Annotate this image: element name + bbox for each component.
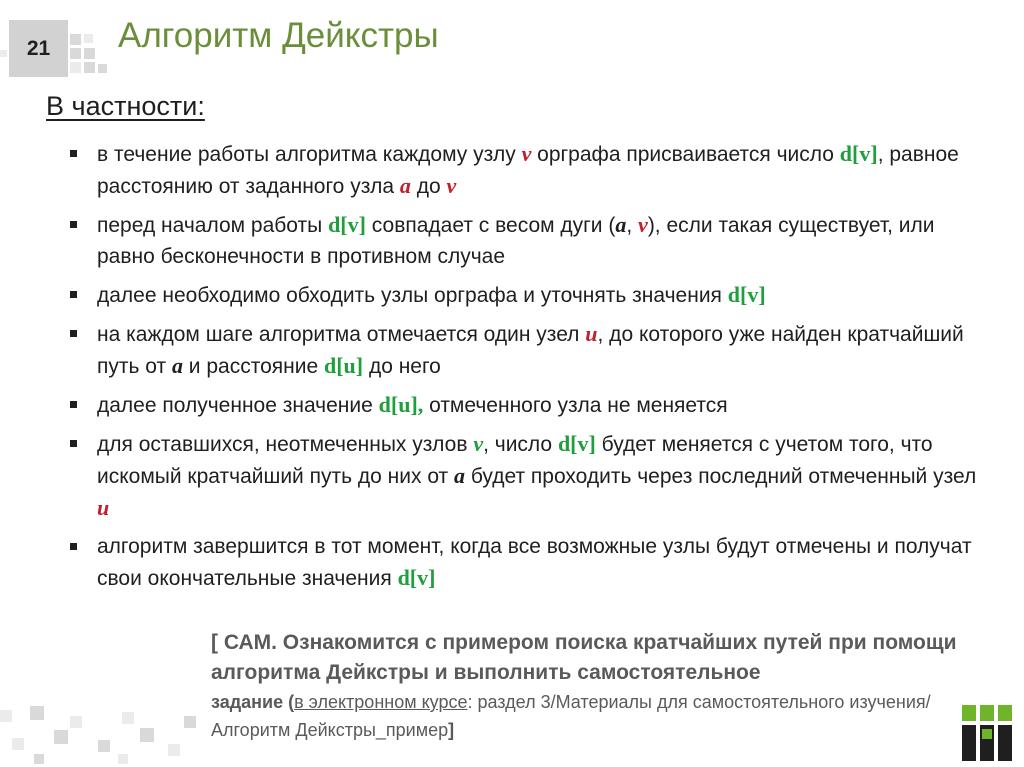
- bullet-text: совпадает с весом дуги (: [365, 214, 616, 237]
- variable: v: [446, 173, 457, 198]
- bullet-item: [70, 531, 990, 594]
- distance-value: d[u],: [378, 392, 424, 417]
- bullet-text: для оставшихся, неотмеченных узлов: [97, 433, 474, 456]
- bullet-text: , равное расстоянию от заданного узла: [97, 143, 959, 198]
- distance-value: d[v]: [727, 282, 766, 307]
- bullet-text: до него: [363, 355, 441, 378]
- bullet-text: , число: [483, 433, 558, 456]
- bullet-text: отмеченного узла не меняется: [423, 394, 728, 417]
- variable: a: [615, 212, 627, 237]
- variable: u: [585, 321, 598, 346]
- bullet-text: перед началом работы: [97, 214, 329, 237]
- bullet-text: далее полученное значение: [97, 394, 379, 417]
- bullet-text: алгоритм завершится в тот момент, когда все возможные узлы будут отмечены и получат свои окончательные значения: [97, 535, 972, 590]
- variable: v: [638, 212, 648, 237]
- bullet-item: [70, 318, 990, 382]
- variable: a: [171, 353, 183, 378]
- note-close: ]: [448, 720, 455, 740]
- bullet-text: на каждом шаге алгоритма отмечается один узел: [97, 323, 586, 346]
- course-link[interactable]: в электронном курсе: [294, 692, 468, 712]
- variable: a: [399, 173, 411, 198]
- bullet-list: [70, 138, 990, 601]
- distance-value: d[v]: [397, 565, 436, 590]
- note-rest-text: : раздел 3/Материалы для самостоятельного изучения/Алгоритм Дейкстры_пример: [211, 692, 931, 740]
- university-logo-icon: [962, 705, 1012, 761]
- bullet-text: ), если такая существует, или равно бесконечности в противном случае: [97, 214, 935, 268]
- bullet-item: [70, 389, 990, 421]
- variable: v: [473, 431, 484, 456]
- variable: u: [97, 495, 110, 520]
- variable: a: [454, 463, 465, 488]
- bullet-text: орграфа присваивается число: [531, 143, 840, 166]
- bullet-text: до: [410, 175, 447, 198]
- note-bold-tail: задание (: [211, 692, 295, 712]
- distance-value: d[u]: [323, 353, 364, 378]
- bullet-item: [70, 209, 990, 272]
- slide-number: 21: [9, 20, 68, 77]
- slide-subtitle: В частности:: [46, 91, 205, 121]
- distance-value: d[v]: [557, 431, 596, 456]
- bullet-item: [70, 279, 990, 311]
- self-study-note: [211, 628, 971, 744]
- distance-value: d[v]: [328, 212, 366, 237]
- bullet-item: [70, 138, 990, 202]
- bullet-text: будет меняется с учетом того, что искомый кратчайший путь до них от: [97, 433, 933, 488]
- bullet-text: ,: [626, 214, 639, 237]
- bullet-text: далее необходимо обходить узлы орграфа и уточнять значения: [97, 284, 728, 307]
- distance-value: d[v]: [839, 141, 878, 166]
- bullet-text: , до которого уже найден кратчайший путь от: [97, 323, 964, 378]
- variable: v: [521, 141, 532, 166]
- bullet-text: и расстояние: [182, 355, 324, 378]
- bullet-text: будет проходить через последний отмеченный узел: [465, 465, 977, 488]
- bullet-item: [70, 428, 990, 524]
- bullet-text: в течение работы алгоритма каждому узлу: [97, 143, 522, 166]
- note-bold-text: [ САМ. Ознакомится с примером поиска кратчайших путей при помощи алгоритма Дейкстры и выполнить самостоятельное: [211, 631, 957, 684]
- slide-title: Алгоритм Дейкстры: [118, 16, 439, 55]
